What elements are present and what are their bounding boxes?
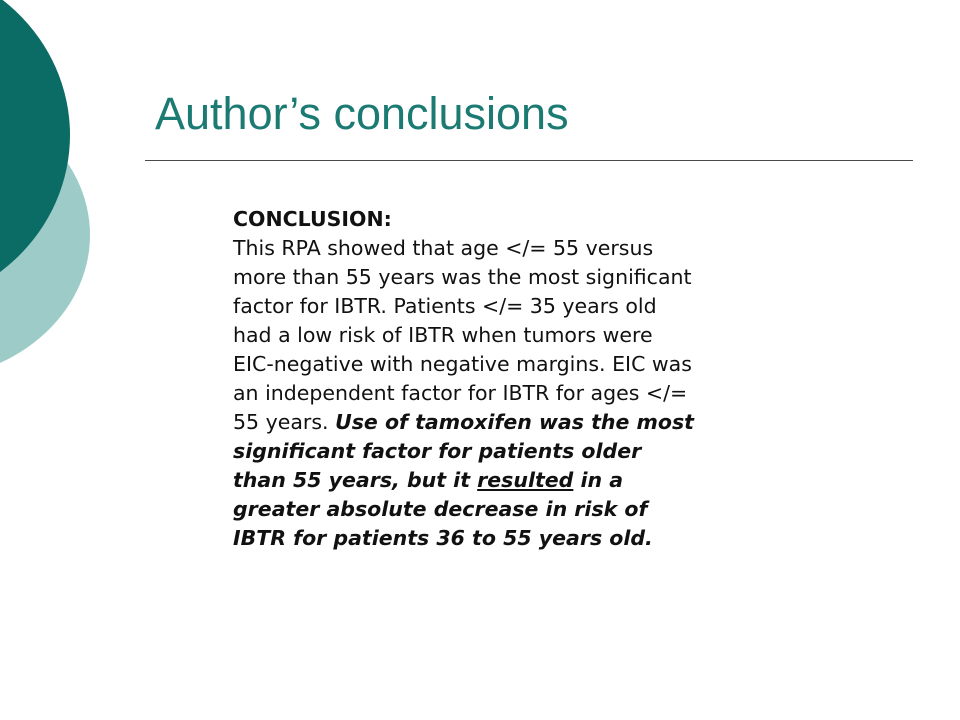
conclusion-heading: CONCLUSION: (233, 207, 392, 231)
title-underline-rule (145, 160, 913, 161)
conclusion-underlined-word: resulted (477, 468, 574, 492)
conclusion-plain-text: This RPA showed that age </= 55 versus more than 55 years was the most significant factor for IBTR. Patients </= 35 years old had a low risk of IBTR when tumors were EIC-negative with negative margins. EIC was an independent factor for IBTR for ages </= 55 years. (233, 236, 692, 434)
conclusion-emphasis-part-2: in a greater absolute decrease in risk of IBTR for patients 36 to 55 years old. (233, 468, 653, 550)
conclusion-text-block (233, 205, 695, 553)
conclusion-emphasis-part-1: Use of tamoxifen was the most significant factor for patients older than 55 years, but it (233, 410, 694, 492)
slide-title: Author’s conclusions (155, 88, 569, 139)
